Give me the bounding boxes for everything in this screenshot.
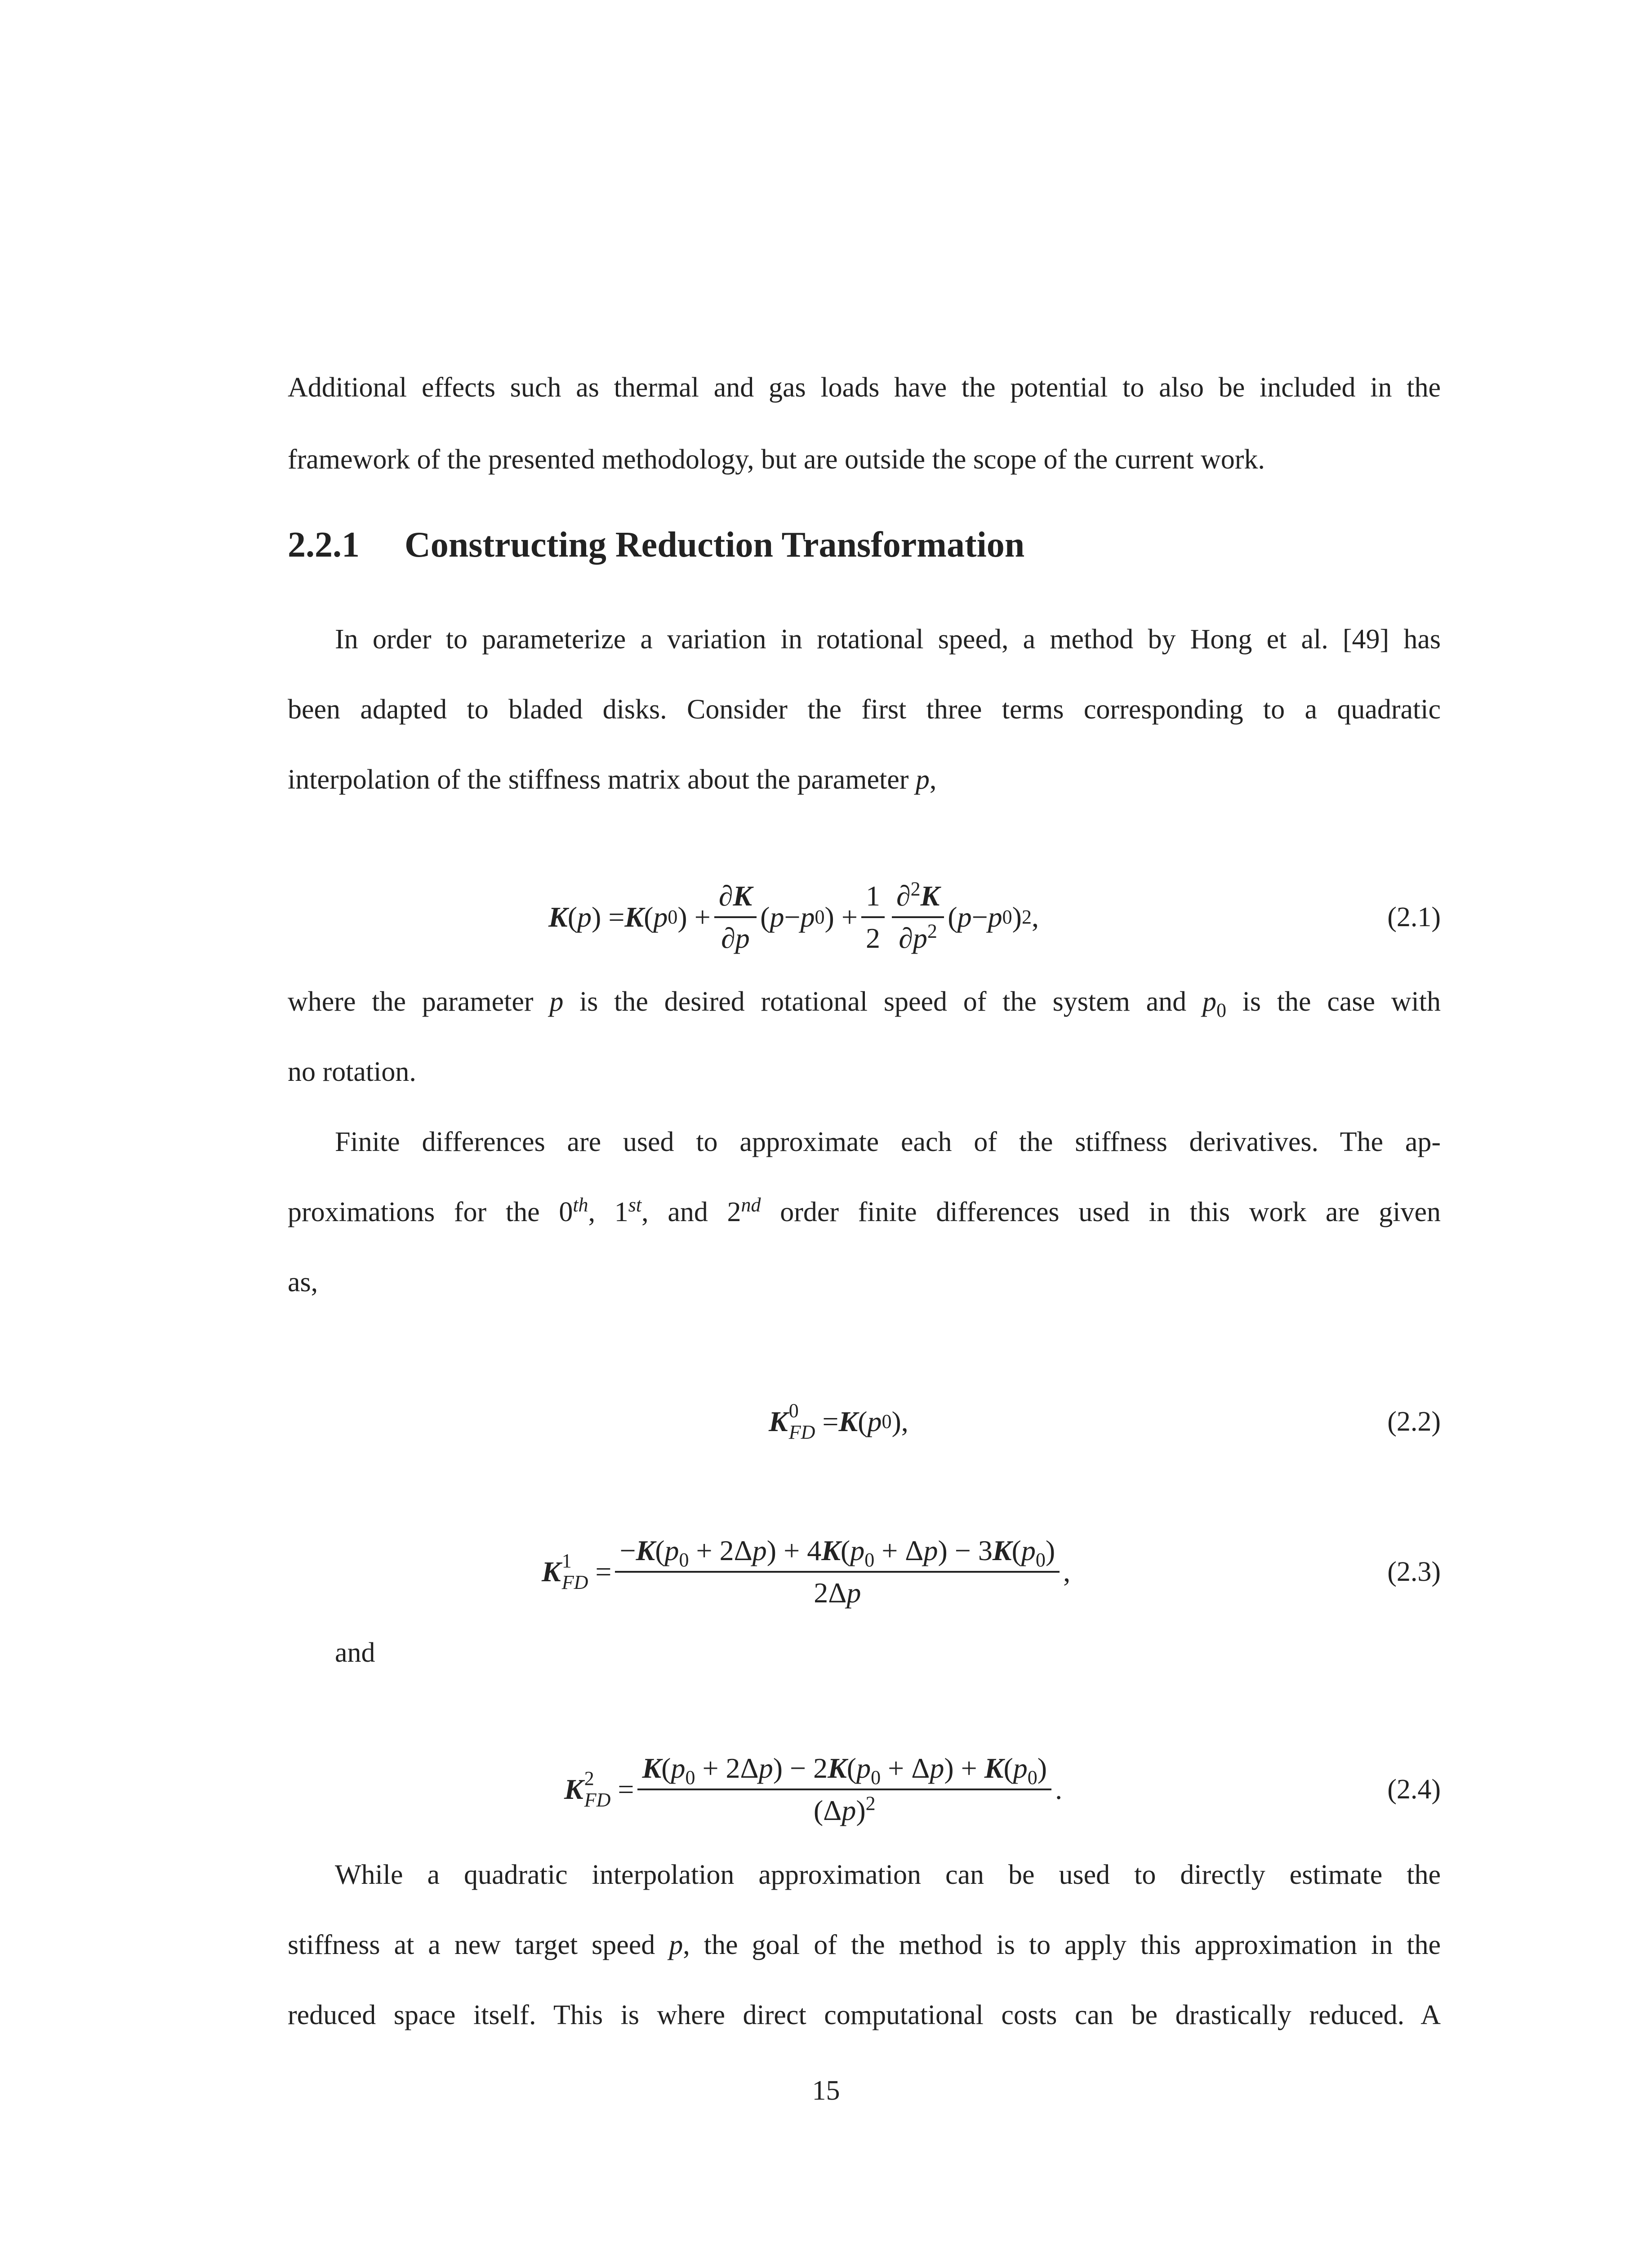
section-title: Constructing Reduction Transformation: [405, 525, 1025, 565]
paragraph-4-line-1: Finite differences are used to approximate each of the stiffness derivatives. The ap-: [335, 1127, 1441, 1157]
paragraph-5-line-3: reduced space itself. This is where direct computational costs can be drastically reduced. A: [288, 2000, 1441, 2030]
equation-2-4-number: (2.4): [1387, 1774, 1441, 1805]
paragraph-3-line-1: where the parameter p is the desired rotational speed of the system and $p_0$ is the case with: [288, 986, 1441, 1021]
equation-2-1-body: K ( p ) = K ( p 0 ) + $\frac{\partial K}{\partial p}$ ( p − p 0 ) + $\frac{1}{2}$ $\frac{\partial^2K}{\partial p^2}$ ( p − p 0 ) 2 ,: [548, 878, 1039, 954]
equation-2-2-number: (2.2): [1387, 1406, 1441, 1437]
paragraph-1-line-2: framework of the presented methodology, but are outside the scope of the current work.: [288, 444, 1265, 475]
connector-and: and: [335, 1637, 375, 1668]
paragraph-4-line-3: as,: [288, 1267, 318, 1298]
paragraph-5-line-2: stiffness at a new target speed p, the goal of the method is to apply this approximation in the: [288, 1930, 1441, 1960]
paragraph-3-line-2: no rotation.: [288, 1057, 416, 1087]
paragraph-4-line-2: proximations for the 0th, 1st, and 2nd order finite differences used in this work are given: [288, 1194, 1441, 1227]
section-heading: [288, 522, 1024, 567]
equation-2-3: [288, 1527, 1441, 1617]
paragraph-2-line-3: interpolation of the stiffness matrix about the parameter p,: [288, 764, 937, 795]
equation-2-4-body: K 2 FD = $\frac{K(p_0 + 2\Delta p) - 2K(p_0 + \Delta p) + K(p_0)}{(\Delta p)^2}$ .: [564, 1744, 1062, 1834]
equation-2-1: [288, 872, 1441, 962]
equation-2-3-body: K 1 FD = $\frac{-K(p_0 + 2\Delta p) + 4K(p_0 + \Delta p) - 3K(p_0)}{2\Delta p}$ ,: [542, 1527, 1070, 1617]
paragraph-5-line-1: While a quadratic interpolation approximation can be used to directly estimate the: [335, 1860, 1441, 1890]
equation-2-1-number: (2.1): [1387, 901, 1441, 932]
paragraph-2-line-1: In order to parameterize a variation in rotational speed, a method by Hong et al. [49] has: [335, 624, 1441, 655]
section-number: 2.2.1: [288, 525, 360, 565]
equation-2-4: [288, 1744, 1441, 1834]
page-number: 15: [812, 2075, 840, 2106]
equation-2-3-number: (2.3): [1387, 1556, 1441, 1587]
paragraph-2-line-2: been adapted to bladed disks. Consider the first three terms corresponding to a quadratic: [288, 694, 1441, 725]
paragraph-1-line-1: Additional effects such as thermal and gas loads have the potential to also be included in the: [288, 372, 1441, 403]
equation-2-2-body: K 0 FD = K ( p 0 ),: [769, 1400, 908, 1443]
equation-2-2: [288, 1377, 1441, 1467]
